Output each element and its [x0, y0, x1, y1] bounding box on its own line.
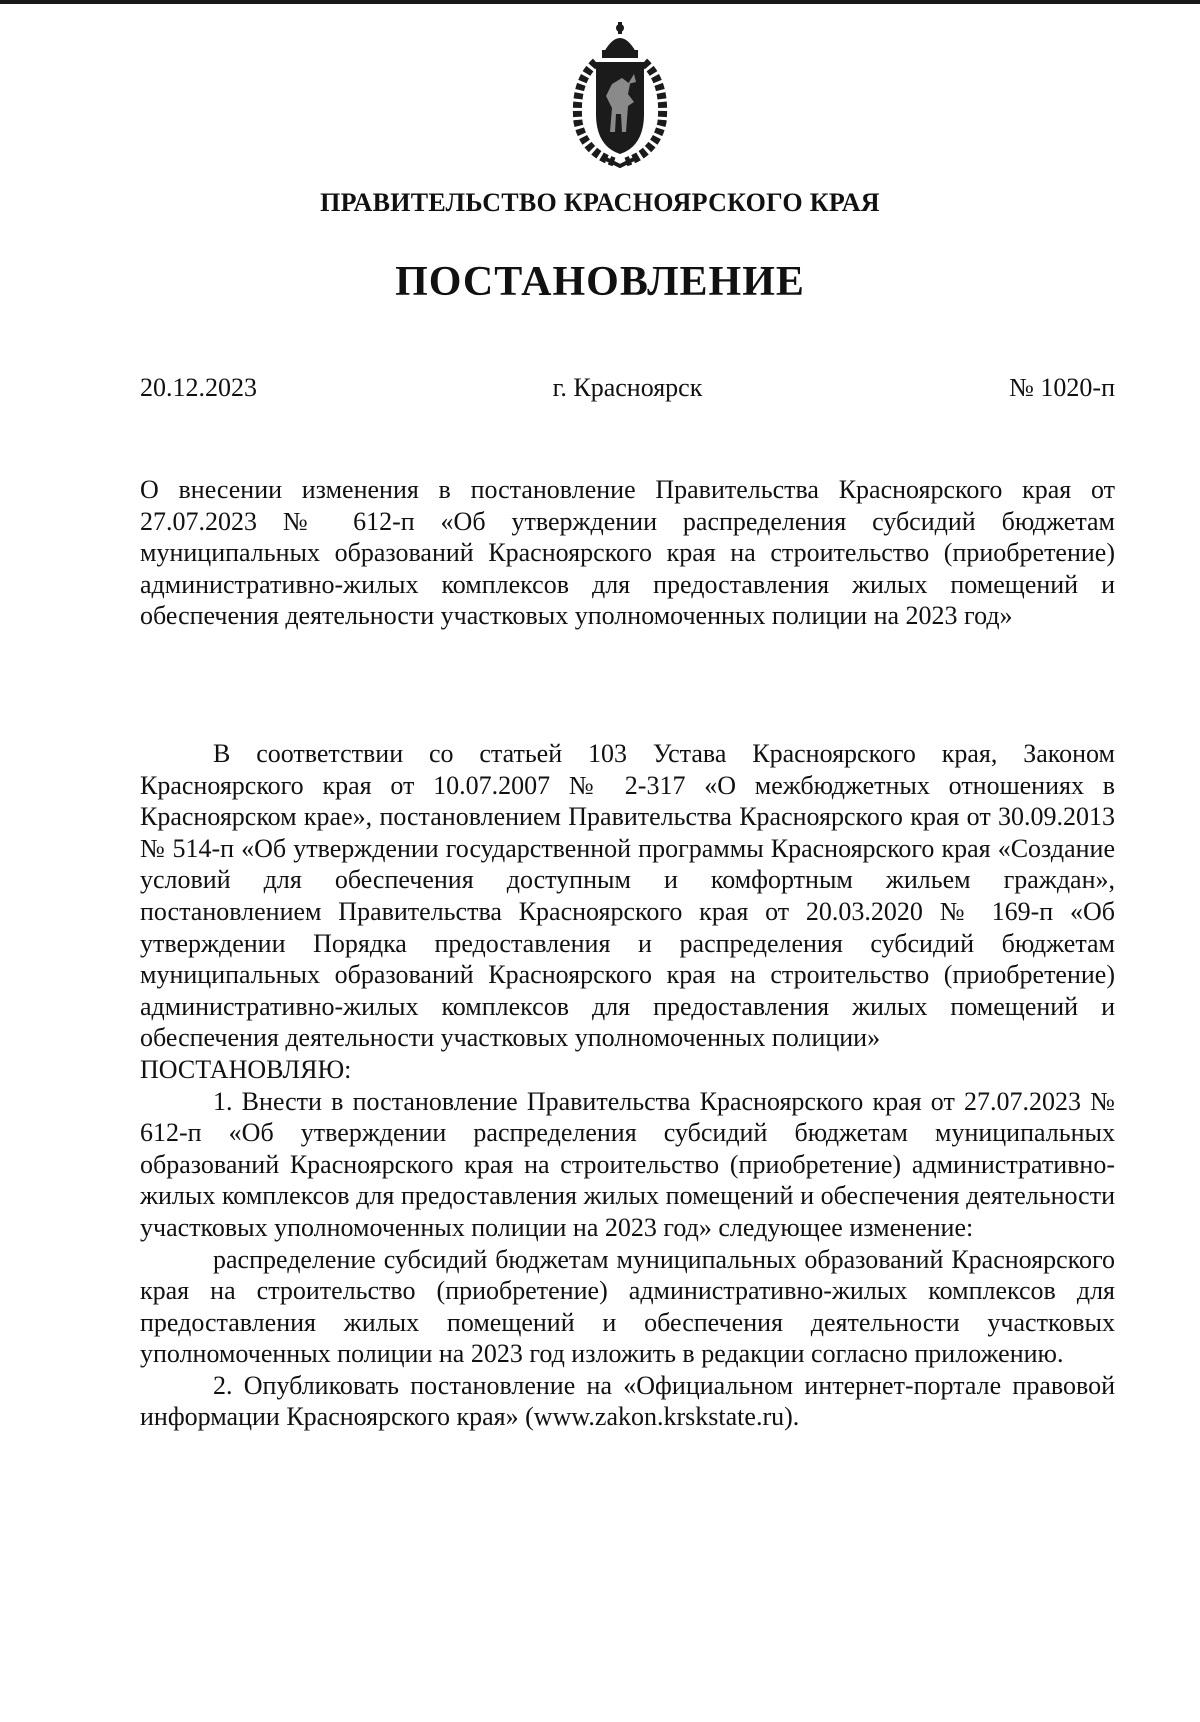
- preamble-paragraph: В соответствии со статьей 103 Устава Красноярского края, Законом Красноярского края от 10.07.2007 № 2-317 «О межбюджетных отношениях в Красноярском крае», постановлением Правительства Красноярского края от 30.09.2013 № 514-п «Об утверждении государственной программы Красноярского края «Создание условий для обеспечения доступным и комфортным жильем граждан», постановлением Правительства Красноярского края от 20.03.2020 № 169-п «Об утверждении Порядка предоставления и распределения субсидий бюджетам муниципальных образований Красноярского края на строительство (приобретение) административно-жилых комплексов для предоставления жилых помещений и обеспечения деятельности участковых уполномоченных полиции»: [140, 739, 1115, 1053]
- item-1-paragraph: 1. Внести в постановление Правительства Красноярского края от 27.07.2023 № 612-п «Об утверждении распределения субсидий бюджетам муниципальных образований Красноярского края на строительство (приобретение) административно-жилых комплексов для предоставления жилых помещений и обеспечения деятельности участковых уполномоченных полиции на 2023 год» следующее изменение:: [140, 1086, 1115, 1242]
- document-date: 20.12.2023: [140, 373, 257, 402]
- document-number: № 1020-п: [1009, 373, 1115, 402]
- document-subject: О внесении изменения в постановление Правительства Красноярского края от 27.07.2023 № 612-п «Об утверждении распределения субсидий бюджетам муниципальных образований Красноярского края на строительство (приобретение) административно-жилых комплексов для предоставления жилых помещений и обеспечения деятельности участковых уполномоченных полиции на 2023 год»: [140, 475, 1115, 631]
- document-meta-row: [140, 373, 1115, 407]
- document-type-title: ПОСТАНОВЛЕНИЕ: [395, 259, 805, 305]
- coat-of-arms-icon: [568, 22, 672, 168]
- organization-title: ПРАВИТЕЛЬСТВО КРАСНОЯРСКОГО КРАЯ: [320, 188, 880, 217]
- document-body: [140, 738, 1115, 1433]
- document-city: г. Красноярск: [552, 373, 703, 402]
- scan-top-border: [0, 0, 1200, 4]
- item-2-paragraph: 2. Опубликовать постановление на «Официальном интернет-портале правовой информации Красноярского края» (www.zakon.krskstate.ru).: [140, 1370, 1115, 1432]
- resolve-word: ПОСТАНОВЛЯЮ:: [140, 1054, 352, 1084]
- item-1-change-paragraph: распределение субсидий бюджетам муниципальных образований Красноярского края на строительство (приобретение) административно-жилых комплексов для предоставления жилых помещений и обеспечения деятельности участковых уполномоченных полиции на 2023 год изложить в редакции согласно приложению.: [140, 1244, 1115, 1369]
